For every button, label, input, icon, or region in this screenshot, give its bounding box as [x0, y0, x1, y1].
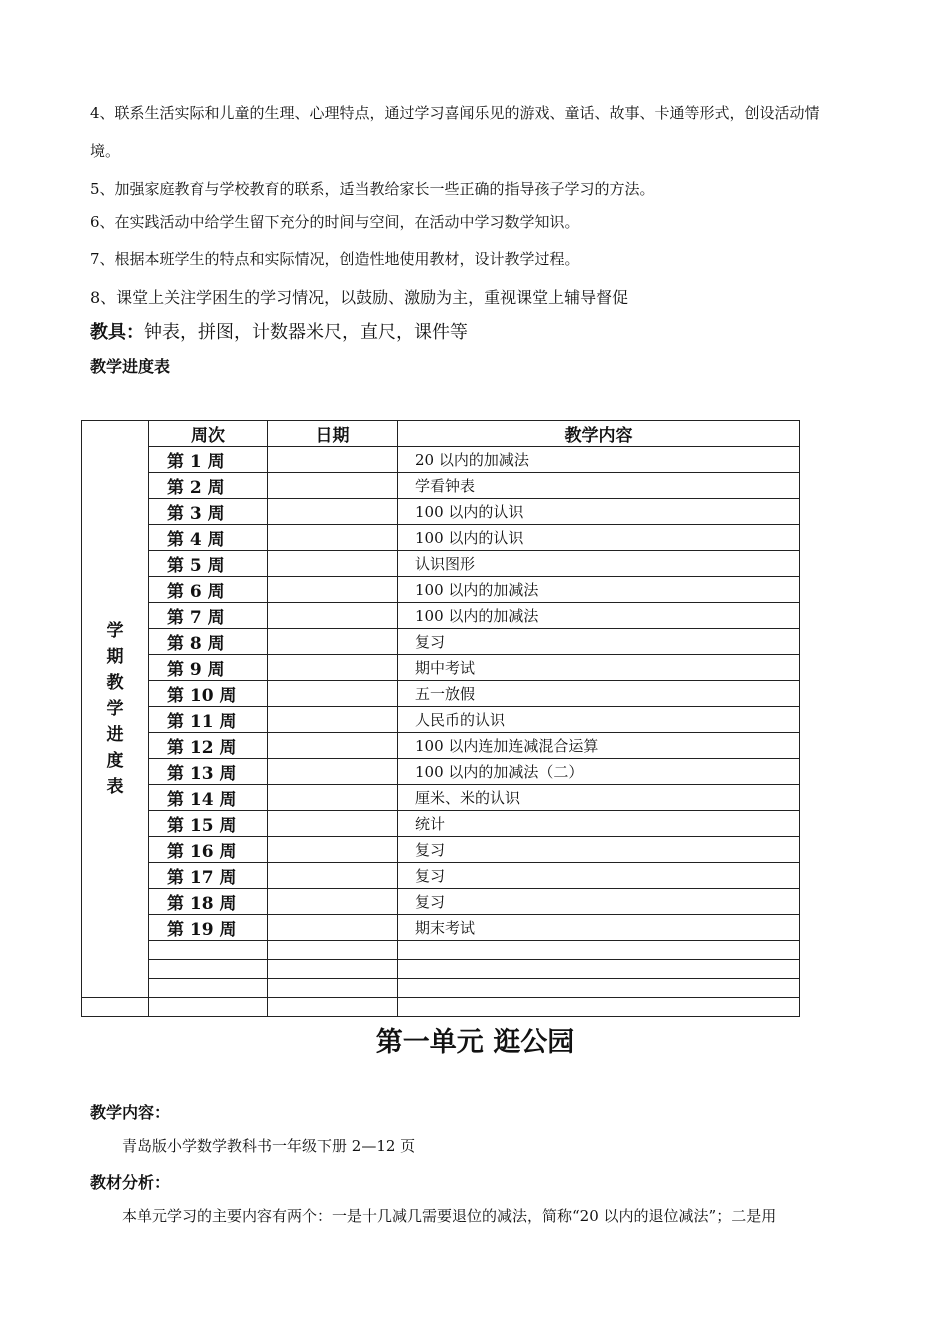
- week-cell: 第 2 周: [149, 473, 268, 499]
- schedule-heading: 教学进度表: [90, 357, 171, 376]
- empty-row: [82, 960, 800, 979]
- week-cell: 第 19 周: [149, 915, 268, 941]
- paragraph-5: 5、加强家庭教育与学校教育的联系，适当教给家长一些正确的指导孩子学习的方法。: [90, 180, 655, 198]
- content-cell: 20 以内的加减法: [398, 447, 800, 473]
- content-cell: 100 以内的加减法（二）: [398, 759, 800, 785]
- empty-row: [82, 941, 800, 960]
- date-cell: [268, 811, 398, 837]
- table-row: [82, 577, 800, 603]
- week-cell: 第 6 周: [149, 577, 268, 603]
- content-cell: 统计: [398, 811, 800, 837]
- empty-cell: [398, 979, 800, 998]
- paragraph-6: 6、在实践活动中给学生留下充分的时间与空间，在活动中学习数学知识。: [90, 213, 580, 231]
- table-row: [82, 837, 800, 863]
- content-cell: 100 以内的认识: [398, 499, 800, 525]
- content-cell: 100 以内的加减法: [398, 577, 800, 603]
- table-row: [82, 863, 800, 889]
- week-cell: 第 5 周: [149, 551, 268, 577]
- side-label-char: 学: [106, 621, 124, 641]
- date-cell: [268, 915, 398, 941]
- table-row: [82, 733, 800, 759]
- content-cell: 厘米、米的认识: [398, 785, 800, 811]
- table-row: [82, 499, 800, 525]
- content-cell: 期中考试: [398, 655, 800, 681]
- empty-cell: [149, 998, 268, 1017]
- week-cell: 第 4 周: [149, 525, 268, 551]
- date-cell: [268, 889, 398, 915]
- week-cell: 第 7 周: [149, 603, 268, 629]
- teaching-aids-text: 钟表，拼图，计数器米尺，直尺，课件等: [144, 322, 468, 343]
- empty-cell: [149, 960, 268, 979]
- side-label-char: 表: [106, 777, 124, 797]
- side-label: [82, 421, 149, 998]
- content-cell: 学看钟表: [398, 473, 800, 499]
- week-cell: 第 18 周: [149, 889, 268, 915]
- table-row: [82, 655, 800, 681]
- teaching-aids-label: 教具：: [90, 322, 144, 343]
- content-cell: 100 以内的认识: [398, 525, 800, 551]
- empty-cell: [149, 941, 268, 960]
- week-cell: 第 3 周: [149, 499, 268, 525]
- content-heading: 教学内容：: [90, 1103, 171, 1122]
- content-cell: 人民币的认识: [398, 707, 800, 733]
- empty-cell: [268, 979, 398, 998]
- date-cell: [268, 681, 398, 707]
- date-cell: [268, 655, 398, 681]
- week-cell: 第 10 周: [149, 681, 268, 707]
- week-cell: 第 12 周: [149, 733, 268, 759]
- week-cell: 第 14 周: [149, 785, 268, 811]
- empty-row: [82, 998, 800, 1017]
- analysis-heading: 教材分析：: [90, 1173, 171, 1192]
- date-cell: [268, 785, 398, 811]
- week-cell: 第 13 周: [149, 759, 268, 785]
- table-header-row: [82, 421, 800, 447]
- week-cell: 第 17 周: [149, 863, 268, 889]
- analysis-text: 本单元学习的主要内容有两个：一是十几减几需要退位的减法，简称“20 以内的退位减法”；二是用: [122, 1207, 777, 1225]
- unit-title: 第一单元 逛公园: [375, 1027, 575, 1058]
- table-row: [82, 915, 800, 941]
- empty-row: [82, 979, 800, 998]
- date-cell: [268, 551, 398, 577]
- paragraph-4-line1: 4、联系生活实际和儿童的生理、心理特点，通过学习喜闻乐见的游戏、童话、故事、卡通等形式，创设活动情: [90, 104, 820, 122]
- week-cell: 第 15 周: [149, 811, 268, 837]
- date-cell: [268, 577, 398, 603]
- header-content: 教学内容: [398, 421, 800, 447]
- teaching-aids: [90, 318, 468, 344]
- table-row: [82, 447, 800, 473]
- date-cell: [268, 447, 398, 473]
- content-cell: 100 以内的加减法: [398, 603, 800, 629]
- side-label-char: 度: [106, 751, 124, 771]
- table-row: [82, 889, 800, 915]
- header-week: 周次: [149, 421, 268, 447]
- empty-cell: [82, 998, 149, 1017]
- content-cell: 认识图形: [398, 551, 800, 577]
- content-cell: 期末考试: [398, 915, 800, 941]
- empty-cell: [398, 998, 800, 1017]
- paragraph-8: 8、课堂上关注学困生的学习情况，以鼓励、激励为主，重视课堂上辅导督促: [90, 288, 629, 307]
- week-cell: 第 11 周: [149, 707, 268, 733]
- side-label-char: 学: [106, 699, 124, 719]
- table-row: [82, 811, 800, 837]
- side-label-char: 期: [106, 647, 124, 667]
- date-cell: [268, 629, 398, 655]
- week-cell: 第 1 周: [149, 447, 268, 473]
- table-row: [82, 785, 800, 811]
- date-cell: [268, 837, 398, 863]
- date-cell: [268, 473, 398, 499]
- empty-cell: [398, 960, 800, 979]
- table-row: [82, 551, 800, 577]
- date-cell: [268, 603, 398, 629]
- table-row: [82, 759, 800, 785]
- paragraph-7: 7、根据本班学生的特点和实际情况，创造性地使用教材，设计教学过程。: [90, 250, 580, 268]
- table-row: [82, 707, 800, 733]
- table-row: [82, 603, 800, 629]
- table-row: [82, 525, 800, 551]
- schedule-table: [81, 420, 800, 1017]
- content-cell: 复习: [398, 863, 800, 889]
- date-cell: [268, 499, 398, 525]
- paragraph-4-line2: 境。: [90, 142, 121, 160]
- header-date: 日期: [268, 421, 398, 447]
- content-text: 青岛版小学数学教科书一年级下册 2—12 页: [122, 1137, 416, 1155]
- empty-cell: [398, 941, 800, 960]
- empty-cell: [268, 941, 398, 960]
- date-cell: [268, 733, 398, 759]
- week-cell: 第 9 周: [149, 655, 268, 681]
- content-cell: 复习: [398, 837, 800, 863]
- date-cell: [268, 863, 398, 889]
- content-cell: 复习: [398, 629, 800, 655]
- empty-cell: [268, 960, 398, 979]
- content-cell: 100 以内连加连减混合运算: [398, 733, 800, 759]
- content-cell: 复习: [398, 889, 800, 915]
- side-label-char: 进: [106, 725, 124, 745]
- week-cell: 第 16 周: [149, 837, 268, 863]
- side-label-char: 教: [106, 673, 124, 693]
- date-cell: [268, 759, 398, 785]
- table-row: [82, 473, 800, 499]
- empty-cell: [149, 979, 268, 998]
- table-row: [82, 629, 800, 655]
- date-cell: [268, 707, 398, 733]
- date-cell: [268, 525, 398, 551]
- empty-cell: [268, 998, 398, 1017]
- table-row: [82, 681, 800, 707]
- content-cell: 五一放假: [398, 681, 800, 707]
- week-cell: 第 8 周: [149, 629, 268, 655]
